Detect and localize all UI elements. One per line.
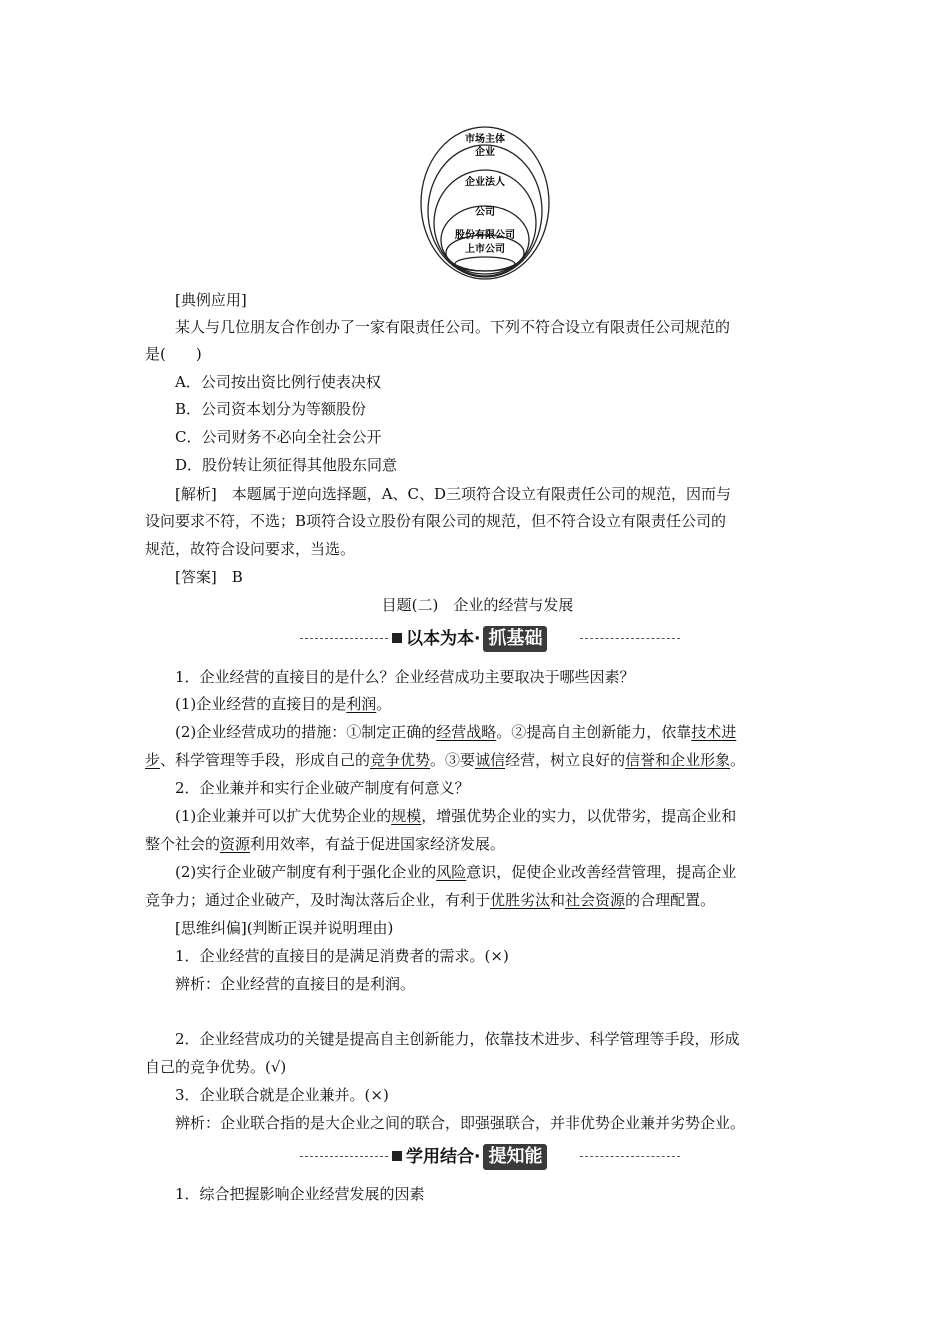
option-d: D．股份转让须征得其他股东同意	[175, 456, 398, 474]
basics-a2-line2: 步、科学管理等手段，形成自己的竞争优势。③要诚信经营，树立良好的信誉和企业形象。	[145, 751, 746, 769]
analysis-line-2: 设问要求不符，不选；B项符合设立股份有限公司的规范，但不符合设立有限责任公司的	[145, 512, 727, 530]
judge-1-explanation: 辨析：企业经营的直接目的是利润。	[175, 975, 416, 993]
banner-dash-left	[300, 638, 388, 639]
banner-application	[300, 1143, 680, 1171]
banner-box: 抓基础	[483, 626, 547, 652]
example-heading: [典例应用]	[175, 291, 247, 309]
basics-a2-line1: (2)企业经营成功的措施：①制定正确的经营战略。②提高自主创新能力，依靠技术进	[175, 723, 737, 741]
banner-box: 提知能	[483, 1144, 547, 1170]
banner-dash-right	[580, 1156, 680, 1157]
diagram-label-enterprise-legal-person: 企业法人	[465, 177, 505, 188]
diagram-label-market-entity: 市场主体	[465, 134, 505, 145]
question-line-1: 某人与几位朋友合作创办了一家有限责任公司。下列不符合设立有限责任公司规范的	[175, 318, 731, 336]
banner-basics	[300, 625, 680, 653]
square-bullet-icon	[392, 1151, 402, 1161]
basics-q1: 1．企业经营的直接目的是什么？企业经营成功主要取决于哪些因素？	[175, 668, 635, 686]
basics-b1-line2: 整个社会的资源利用效率，有益于促进国家经济发展。	[145, 835, 506, 853]
banner-text: 学用结合· 提知能	[392, 1143, 547, 1171]
nested-ellipse-diagram	[415, 125, 555, 285]
question-line-2: 是( )	[145, 345, 202, 363]
basics-q2: 2．企业兼并和实行企业破产制度有何意义？	[175, 779, 470, 797]
banner-dash-right	[580, 638, 680, 639]
basics-b2-line2: 竞争力；通过企业破产，及时淘汰落后企业，有利于优胜劣汰和社会资源的合理配置。	[145, 891, 716, 909]
section-title: 目题(二) 企业的经营与发展	[381, 596, 574, 614]
option-a: A．公司按出资比例行使表决权	[175, 373, 381, 391]
judge-2-line2: 自己的竞争优势。(√)	[145, 1058, 287, 1076]
basics-b2-line1: (2)实行企业破产制度有利于强化企业的风险意识，促使企业改善经营管理，提高企业	[175, 863, 737, 881]
judge-3-explanation: 辨析：企业联合指的是大企业之间的联合，即强强联合，并非优势企业兼并劣势企业。	[175, 1114, 746, 1132]
analysis-line-1: [解析] 本题属于逆向选择题，A、C、D三项符合设立有限责任公司的规范，因而与	[175, 485, 732, 503]
judge-heading: [思维纠偏](判断正误并说明理由)	[175, 919, 394, 937]
basics-a1: (1)企业经营的直接目的是利润。	[175, 695, 392, 713]
square-bullet-icon	[392, 633, 402, 643]
judge-2-line1: 2．企业经营成功的关键是提高自主创新能力，依靠技术进步、科学管理等手段，形成	[175, 1030, 740, 1048]
diagram-label-listed-company: 上市公司	[465, 244, 505, 255]
answer-line: [答案] B	[175, 568, 243, 586]
judge-1: 1．企业经营的直接目的是满足消费者的需求。(×)	[175, 947, 509, 965]
banner-text: 以本为本· 抓基础	[392, 625, 547, 653]
basics-b1-line1: (1)企业兼并可以扩大优势企业的规模，增强优势企业的实力，以优带劣，提高企业和	[175, 807, 737, 825]
ellipse-listed-company	[455, 257, 515, 271]
option-c: C．公司财务不必向全社会公开	[175, 428, 382, 446]
final-point: 1．综合把握影响企业经营发展的因素	[175, 1185, 425, 1203]
option-b: B．公司资本划分为等额股份	[175, 400, 367, 418]
diagram-label-joint-stock-company: 股份有限公司	[455, 230, 515, 241]
banner-dash-left	[300, 1156, 388, 1157]
judge-3: 3．企业联合就是企业兼并。(×)	[175, 1086, 389, 1104]
analysis-line-3: 规范，故符合设问要求，当选。	[145, 540, 356, 558]
diagram-label-enterprise: 企业	[475, 147, 495, 158]
diagram-label-company: 公司	[475, 207, 495, 218]
